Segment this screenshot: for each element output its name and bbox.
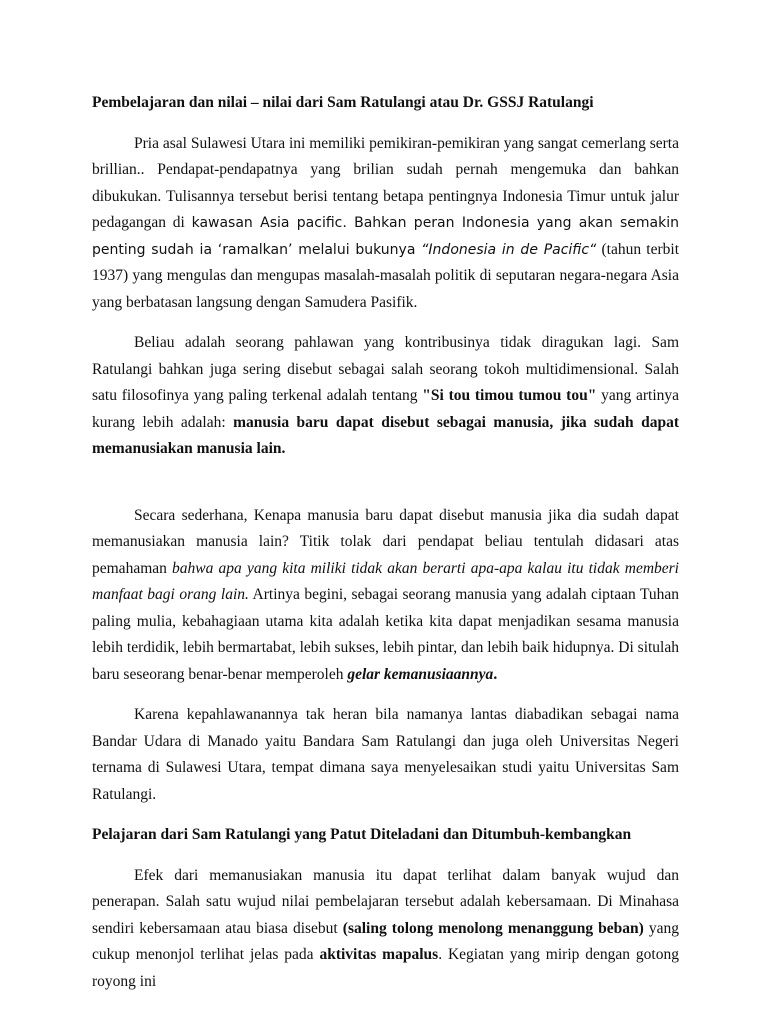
paragraph-explanation-period: .	[493, 665, 498, 683]
paragraph-philosophy	[92, 330, 679, 463]
document-body	[92, 90, 679, 1009]
paragraph-intro	[92, 131, 679, 317]
paragraph-togetherness-text-5: . Kegiatan yang mirip dengan gotong royong ini	[92, 946, 679, 990]
paragraph-intro-text-1: Pria asal Sulawesi Utara ini memiliki pemikiran-pemikiran yang sangat cemerlang serta brillian.. Pendapat-pendapatnya yang brilian sudah pernah mengemuka dan bahkan dibukukan. Tulisannya tersebut berisi tentang betapa pentingnya Indonesia Timur untuk jalur pedagangan di	[92, 134, 679, 231]
book-title: “Indonesia in de Pacific“	[421, 241, 597, 258]
paragraph-explanation-italic: bahwa apa yang kita miliki tidak akan berarti apa-apa kalau itu tidak memberi manfaat bagi orang lain.	[92, 559, 679, 603]
paragraph-togetherness	[92, 863, 679, 996]
mapalus-activity: aktivitas mapalus	[319, 946, 439, 963]
paragraph-explanation-text-1: Secara sederhana, Kenapa manusia baru dapat disebut manusia jika dia sudah dapat memanusiakan manusia lain? Titik tolak dari pendapat beliau tentulah didasari atas pemahaman	[92, 506, 679, 577]
paragraph-philosophy-text-1: Beliau adalah seorang pahlawan yang kontribusinya tidak diragukan lagi. Sam Ratulangi bahkan juga sering disebut sebagai salah seorang tokoh multidimensional. Salah satu filosofinya yang paling terkenal adalah tentang	[92, 334, 679, 404]
paragraph-togetherness-text-1: Efek dari memanusiakan manusia itu dapat terlihat dalam banyak wujud dan penerapan. Salah satu wujud nilai pembelajaran tersebut adalah kebersamaan. Di Minahasa sendiri kebersamaan atau biasa disebut	[92, 866, 679, 937]
paragraph-intro-text-2: kawasan Asia pacific. Bahkan peran Indonesia yang akan semakin penting sudah ia ‘ramalkan’ melalui bukunya	[92, 215, 680, 258]
heading-lessons: Pelajaran dari Sam Ratulangi yang Patut Diteladani dan Ditumbuh-kembangkan	[92, 826, 632, 843]
mutual-help-phrase: (saling tolong menolong menanggung beban)	[342, 919, 644, 937]
paragraph-philosophy-text-3: yang artinya kurang lebih adalah:	[92, 387, 680, 431]
paragraph-explanation	[92, 503, 679, 689]
humanity-title-phrase: gelar kemanusiaannya	[347, 665, 494, 683]
paragraph-spacer	[92, 477, 679, 503]
heading-ratulangi-values: Pembelajaran dan nilai – nilai dari Sam Ratulangi atau Dr. GSSJ Ratulangi	[92, 94, 594, 111]
philosophy-quote: "Si tou timou tumou tou"	[422, 387, 597, 404]
paragraph-explanation-text-3: Artinya begini, sebagai seorang manusia yang adalah ciptaan Tuhan paling mulia, kebahagiaan utama kita adalah ketika kita dapat menjadikan sesama manusia lebih terdidik, lebih bermartabat, lebih sukses, lebih pintar, dan lebih baik hidupnya. Di situlah baru seseorang benar-benar memperoleh	[92, 586, 679, 683]
paragraph-airport	[92, 702, 679, 808]
philosophy-meaning: manusia baru dapat disebut sebagai manusia, jika sudah dapat memanusiakan manusia lain.	[92, 413, 680, 457]
paragraph-togetherness-text-3: yang cukup menonjol terlihat jelas pada	[92, 919, 679, 963]
paragraph-airport-text: Karena kepahlawanannya tak heran bila namanya lantas diabadikan sebagai nama Bandar Udara di Manado yaitu Bandara Sam Ratulangi dan juga oleh Universitas Negeri ternama di Sulawesi Utara, tempat dimana saya menyelesaikan studi yaitu Universitas Sam Ratulangi.	[92, 706, 679, 803]
paragraph-intro-text-4: (tahun terbit 1937) yang mengulas dan mengupas masalah-masalah politik di seputaran negara-negara Asia yang berbatasan langsung dengan Samudera Pasifik.	[92, 240, 680, 311]
